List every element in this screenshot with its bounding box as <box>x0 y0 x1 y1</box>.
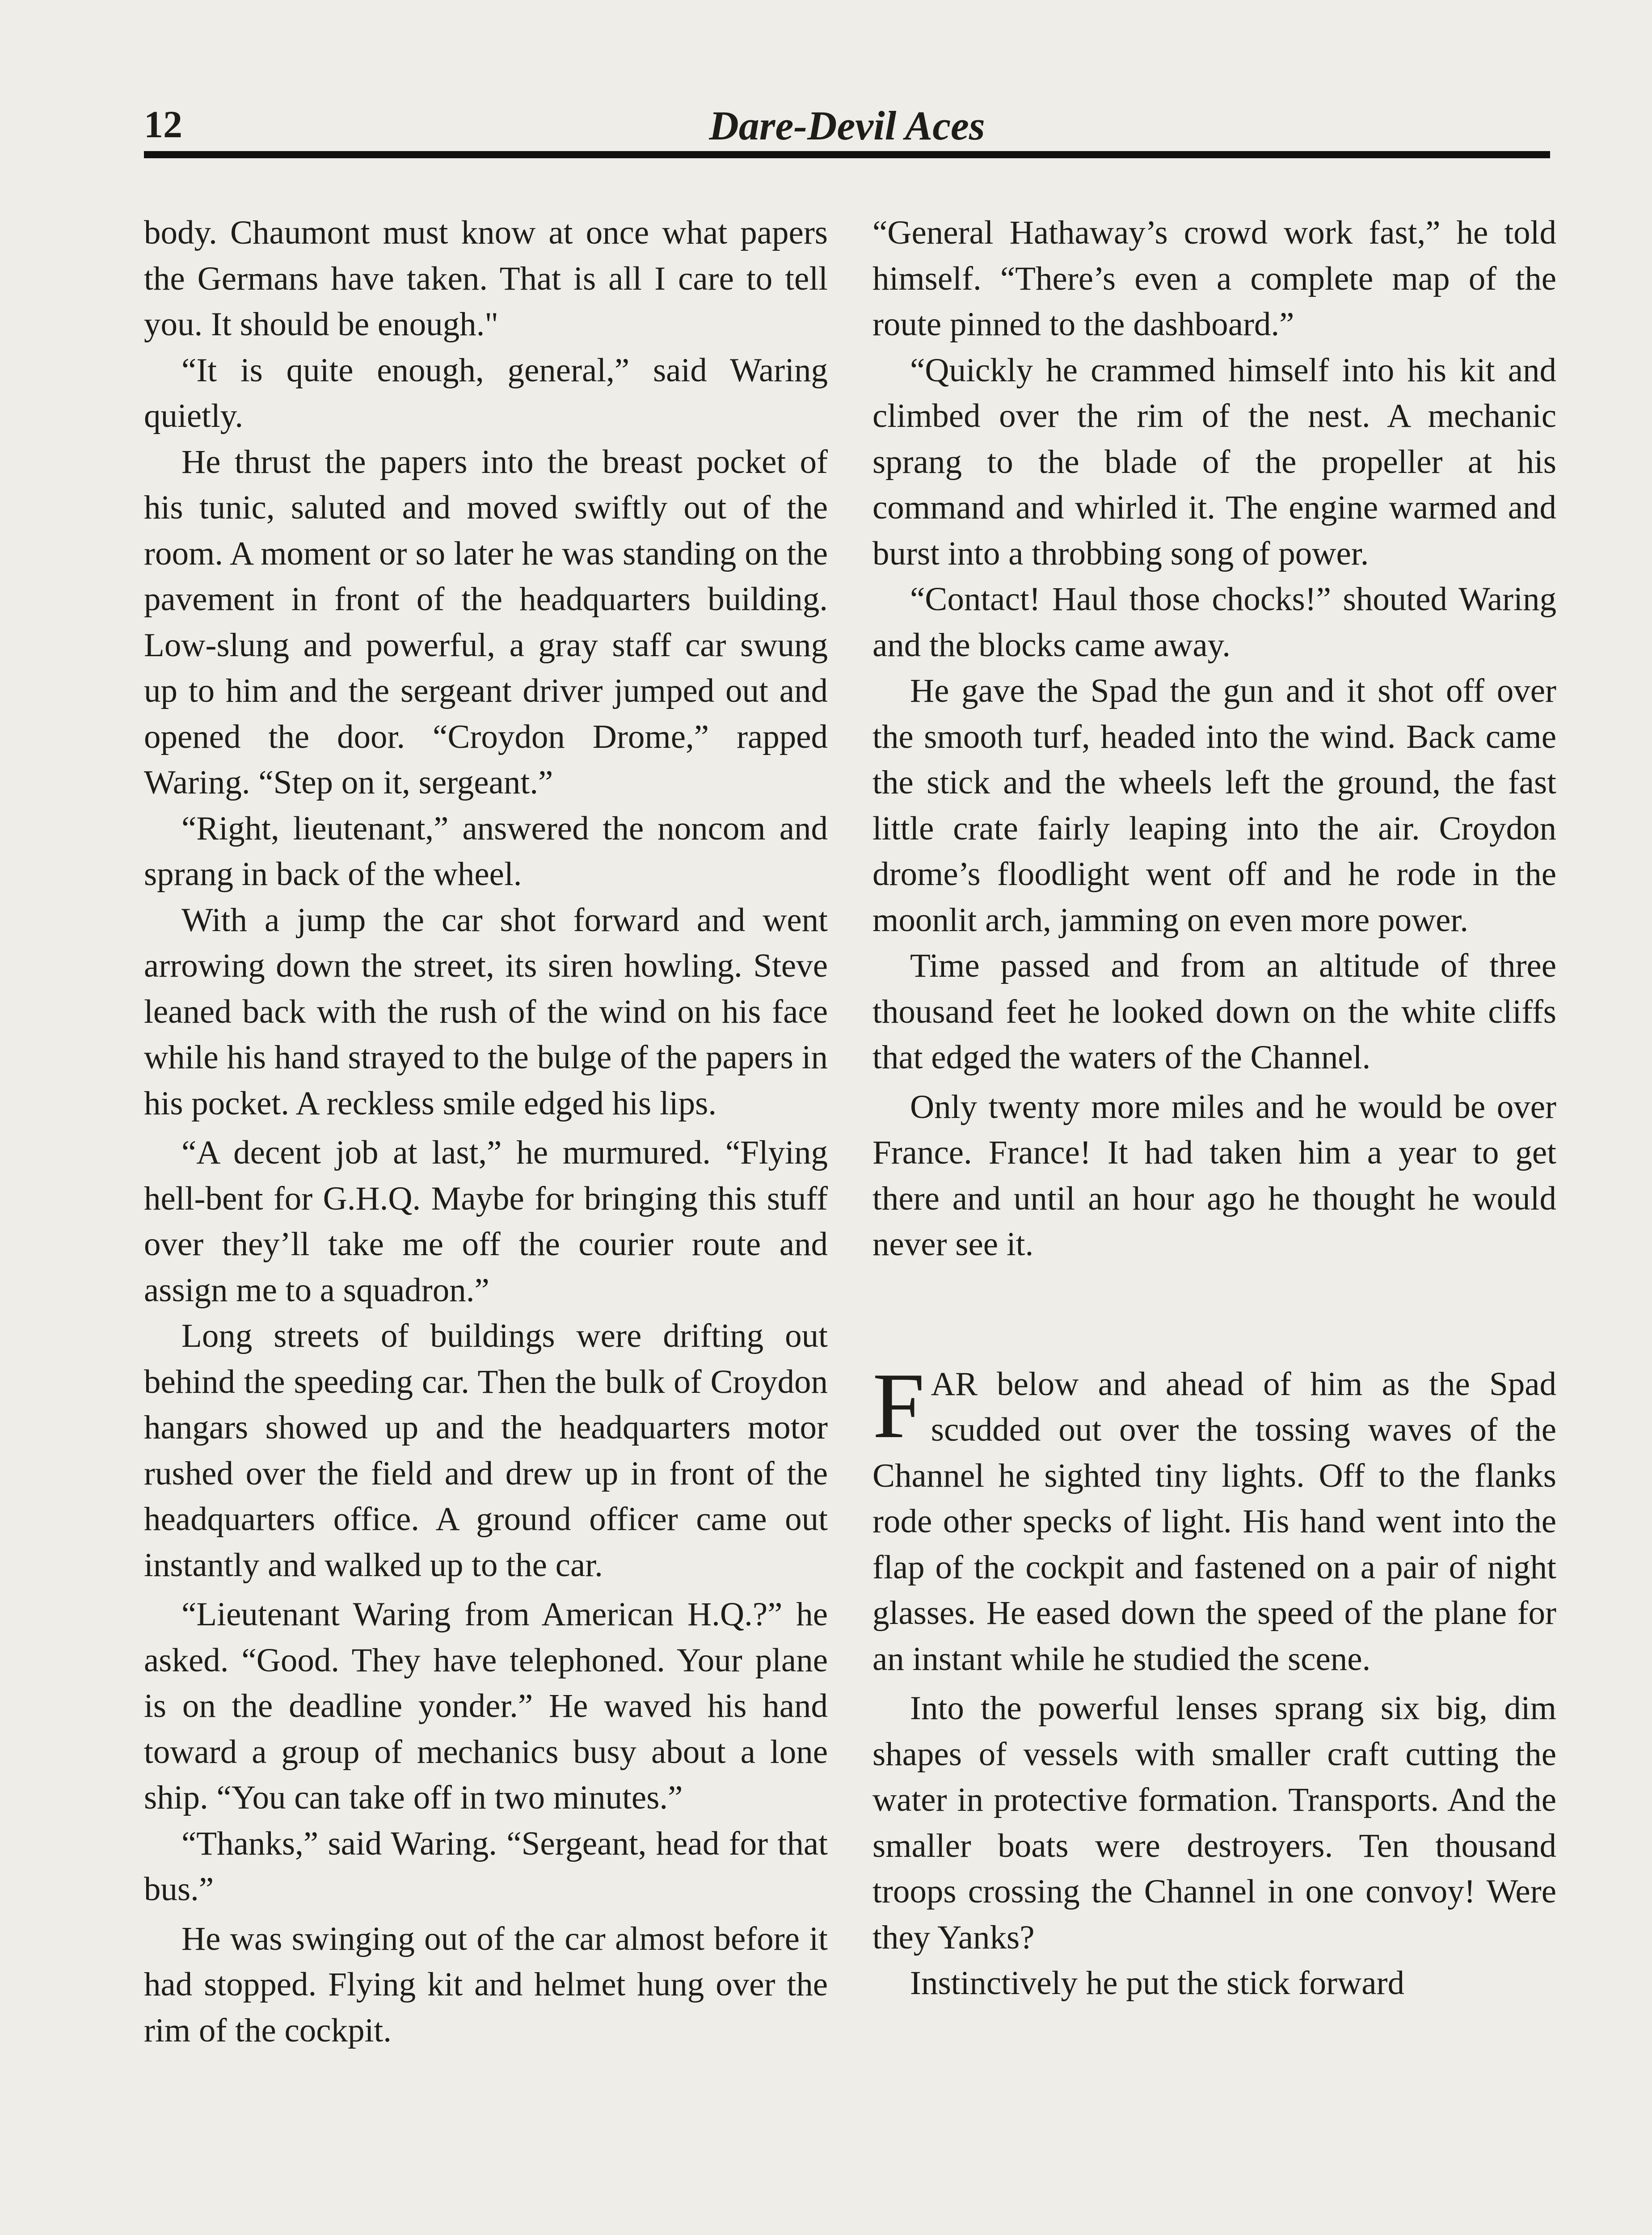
paragraph: “General Hathaway’s crowd work fast,” he told himself. “There’s even a complete map of the route pinned to the dashboard.” <box>872 214 1556 343</box>
paragraph-text: AR below and ahead of him as the Spad scudded out over the tossing waves of the Channel he sighted tiny lights. Off to the flanks rode other specks of light. His hand went into the flap of the cockpit and fastened on a pair of night glasses. He eased down the speed of the plane for an instant while he studied the scene. <box>872 1365 1556 1678</box>
paragraph: body. Chaumont must know at once what papers the Germans have taken. That is all I care to tell you. It should be enough." <box>144 214 828 343</box>
paragraph: He was swinging out of the car almost before it had stopped. Flying kit and helmet hung over the rim of the cockpit. <box>144 1920 828 2049</box>
right-column <box>872 210 1556 2007</box>
paragraph: He thrust the papers into the breast pocket of his tunic, saluted and moved swiftly out of the room. A moment or so later he was standing on the pavement in front of the headquarters building. Low-slung and powerful, a gray staff car swung up to him and the sergeant driver jumped out and opened the door. “Croydon Drome,” rapped Waring. “Step on it, sergeant.” <box>144 443 828 801</box>
paragraph: “It is quite enough, general,” said Waring quietly. <box>144 351 828 434</box>
paragraph: “Contact! Haul those chocks!” shouted Waring and the blocks came away. <box>872 581 1556 664</box>
header-rule <box>144 151 1550 158</box>
paragraph: “A decent job at last,” he murmured. “Flying hell-bent for G.H.Q. Maybe for bringing this stuff over they’ll take me off the courier route and assign me to a squadron.” <box>144 1134 828 1309</box>
page-number: 12 <box>144 103 182 146</box>
paragraph: “Right, lieutenant,” answered the noncom and sprang in back of the wheel. <box>144 810 828 893</box>
paragraph: “Thanks,” said Waring. “Sergeant, head for that bus.” <box>144 1825 828 1908</box>
paragraph: Long streets of buildings were drifting out behind the speeding car. Then the bulk of Croydon hangars showed up and the headquarters motor rushed over the field and drew up in front of the headquarters office. A ground officer came out instantly and walked up to the car. <box>144 1317 828 1584</box>
paragraph: He gave the Spad the gun and it shot off over the smooth turf, headed into the wind. Back came the stick and the wheels left the ground, the fast little crate fairly leaping into the air. Croydon drome’s floodlight went off and he rode in the moonlit arch, jamming on even more power. <box>872 672 1556 939</box>
dropcap-paragraph <box>872 1354 1556 1683</box>
page-header <box>144 102 1550 156</box>
left-column <box>144 210 828 2054</box>
paragraph: “Quickly he crammed himself into his kit and climbed over the rim of the nest. A mechanic sprang to the blade of the propeller at his command and whirled it. The engine warmed and burst into a throbbing song of power. <box>872 351 1556 572</box>
paragraph: Only twenty more miles and he would be over France. France! It had taken him a year to get there and until an hour ago he thought he would never see it. <box>872 1088 1556 1263</box>
paragraph: “Lieutenant Waring from American H.Q.?” he asked. “Good. They have telephoned. Your plane is on the deadline yonder.” He waved his hand toward a group of mechanics busy about a lone ship. “You can take off in two minutes.” <box>144 1596 828 1816</box>
paragraph: Into the powerful lenses sprang six big, dim shapes of vessels with smaller craft cutting the water in protective formation. Transports. And the smaller boats were destroyers. Ten thousand troops crossing the Channel in one convoy! Were they Yanks? <box>872 1690 1556 1956</box>
drop-cap: F <box>872 1354 925 1458</box>
section-break <box>872 1268 1556 1362</box>
paragraph: Instinctively he put the stick forward <box>910 1965 1404 2002</box>
paragraph: With a jump the car shot forward and went arrowing down the street, its siren howling. Steve leaned back with the rush of the wind on his face while his hand strayed to the bulge of the papers in his pocket. A reckless smile edged his lips. <box>144 901 828 1122</box>
paragraph: Time passed and from an altitude of three thousand feet he looked down on the white cliffs that edged the waters of the Channel. <box>872 947 1556 1076</box>
running-title: Dare-Devil Aces <box>709 103 985 148</box>
